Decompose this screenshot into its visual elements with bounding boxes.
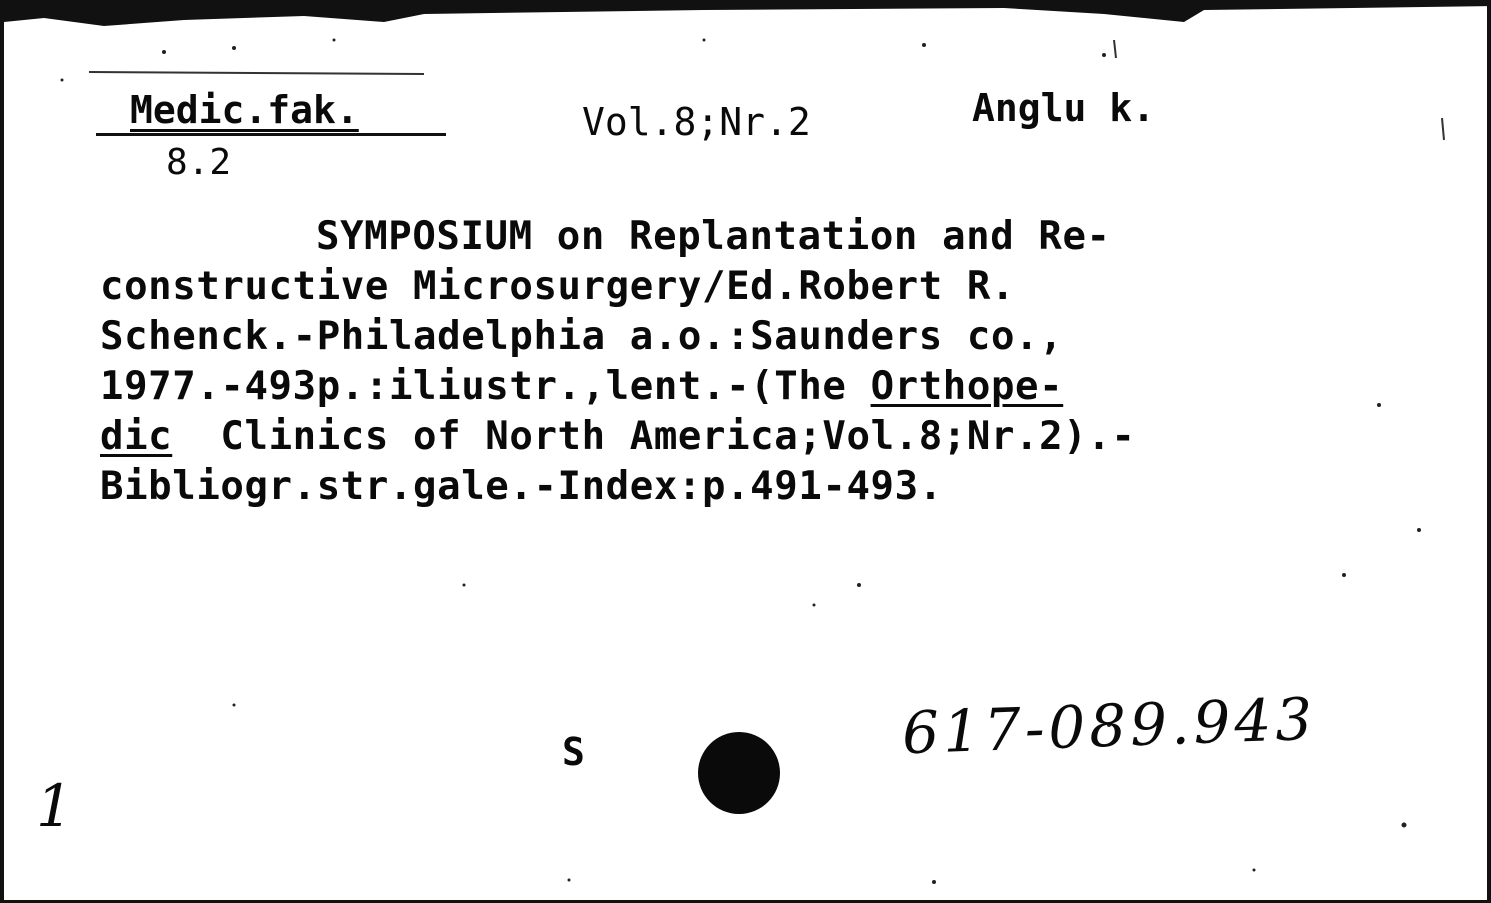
black-dot-marker — [698, 732, 780, 814]
entry-line: constructive Microsurgery/Ed.Robert R. — [100, 264, 1016, 309]
entry-line-text: Clinics of North America;Vol.8;Nr.2).- — [172, 414, 1136, 459]
series-title-underlined: Orthope- — [870, 364, 1064, 409]
entry-line-text: 1977.-493p.:iliustr.,lent.-(The — [100, 364, 871, 409]
siglum-letter: S — [562, 730, 585, 774]
entry-line: Schenck.-Philadelphia a.o.:Saunders co., — [100, 314, 1064, 359]
entry-line: Bibliogr.str.gale.-Index:p.491-493. — [100, 464, 943, 509]
volume-label: Vol.8;Nr.2 — [582, 100, 811, 144]
call-number: Medic.fak. — [130, 88, 359, 132]
entry-line — [100, 412, 1135, 462]
shelf-code: 8.2 — [166, 142, 232, 183]
handwritten-copy-number: 1 — [36, 772, 73, 840]
entry-line — [100, 362, 1135, 412]
handwritten-inventory-number: 617-089.943 — [900, 684, 1318, 768]
entry-line: SYMPOSIUM on Replantation and Re- — [316, 214, 1111, 259]
language-note: Anglu k. — [972, 86, 1156, 130]
series-title-underlined: dic — [100, 414, 173, 459]
bibliographic-entry — [100, 212, 1135, 512]
call-number-rule — [96, 133, 446, 136]
